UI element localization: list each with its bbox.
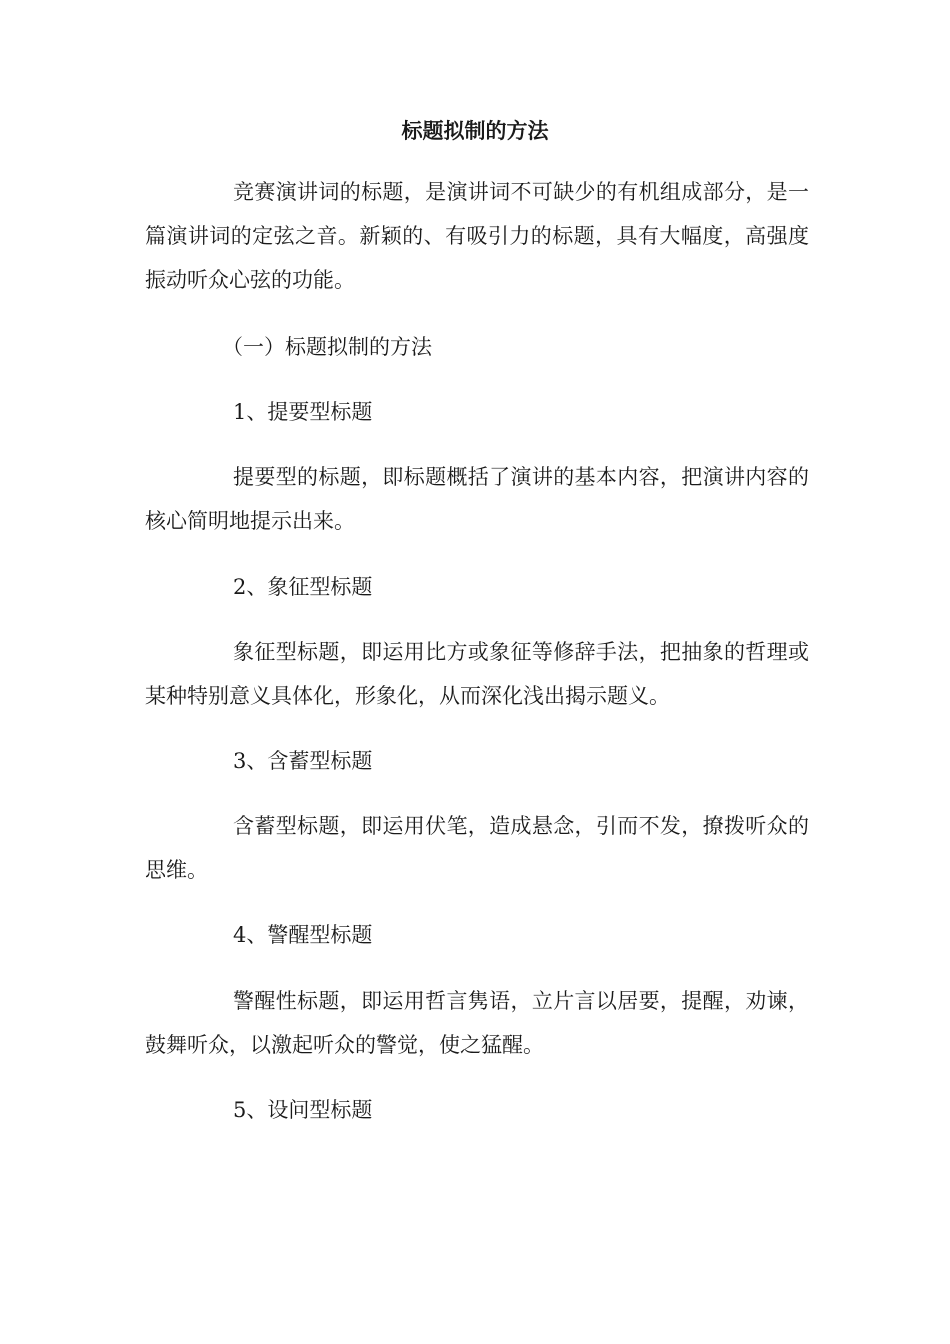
item-1-body: 提要型的标题，即标题概括了演讲的基本内容，把演讲内容的核心简明地提示出来。 [145, 465, 809, 533]
intro-paragraph: 竞赛演讲词的标题，是演讲词不可缺少的有机组成部分，是一篇演讲词的定弦之音。新颖的、有吸引力的标题，具有大幅度，高强度振动听众心弦的功能。 [145, 180, 809, 292]
item-1-heading: 1、提要型标题 [233, 400, 373, 424]
item-4-heading: 4、警醒型标题 [233, 923, 373, 947]
item-4-body: 警醒性标题，即运用哲言隽语，立片言以居要，提醒，劝谏，鼓舞听众，以激起听众的警觉，使之猛醒。 [145, 989, 809, 1057]
item-3-heading: 3、含蓄型标题 [233, 749, 373, 773]
item-3-body: 含蓄型标题，即运用伏笔，造成悬念，引而不发，撩拨听众的思维。 [145, 814, 809, 882]
item-5-heading: 5、设问型标题 [233, 1098, 373, 1122]
document-title: 标题拟制的方法 [401, 118, 549, 143]
item-2-heading: 2、象征型标题 [233, 575, 373, 599]
item-2-body: 象征型标题，即运用比方或象征等修辞手法，把抽象的哲理或某种特别意义具体化，形象化，从而深化浅出揭示题义。 [145, 640, 809, 708]
section-heading: （一）标题拟制的方法 [222, 335, 432, 359]
